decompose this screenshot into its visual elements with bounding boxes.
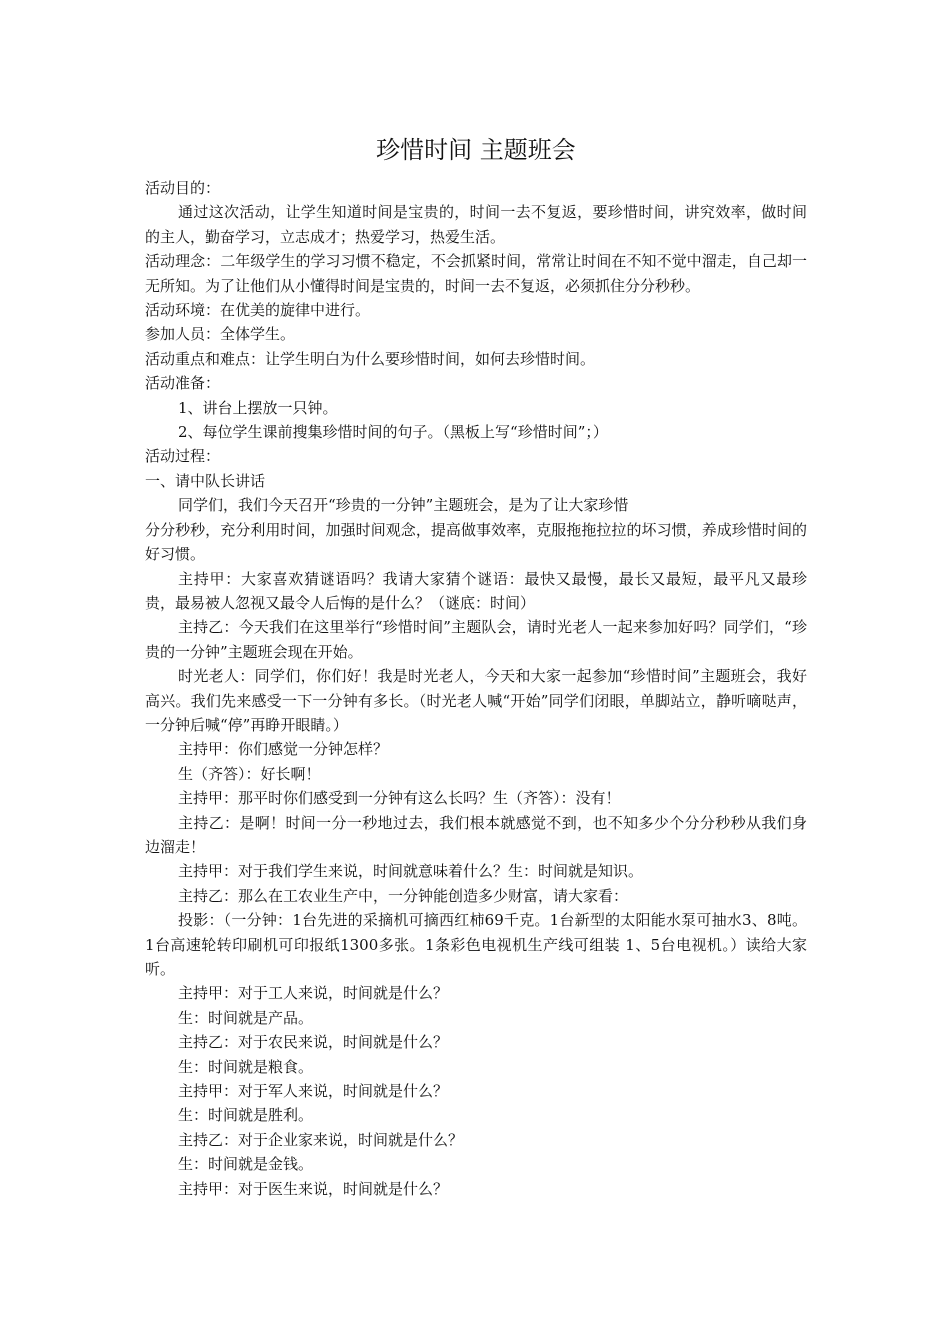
dialogue-line: 分分秒秒，充分利用时间，加强时间观念，提高做事效率，克服拖拖拉拉的坏习惯，养成珍惜时间的好习惯。: [145, 520, 807, 564]
dialogue-line: 主持乙：对于企业家来说，时间就是什么？: [178, 1130, 464, 1149]
concept-text: 活动理念：二年级学生的学习习惯不稳定，不会抓紧时间，常常让时间在不知不觉中溜走，自己却一无所知。为了让他们从小懂得时间是宝贵的，时间一去不复返，必须抓住分分秒秒。: [145, 252, 807, 295]
dialogue-line: 同学们，我们今天召开“珍贵的一分钟”主题班会，是为了让大家珍惜: [178, 496, 629, 515]
dialogue-line: 主持甲：对于军人来说，时间就是什么？: [178, 1082, 449, 1101]
dialogue-line: 主持甲：对于工人来说，时间就是什么？: [178, 984, 449, 1003]
dialogue-line: 生：时间就是金钱。: [178, 1155, 314, 1174]
document-title: 珍惜时间 主题班会: [376, 136, 576, 164]
dialogue-line: 时光老人：同学们，你们好！我是时光老人，今天和大家一起参加“珍惜时间”主题班会，我好高兴。我们先来感受一下一分钟有多长。（时光老人喊“开始”同学们闭眼，单脚站立，静听嘀哒声，一分钟后喊“停”再睁开眼睛。）: [145, 667, 807, 734]
dialogue-line: 主持甲：你们感觉一分钟怎样？: [178, 740, 389, 759]
dialogue-line: 生：时间就是粮食。: [178, 1057, 314, 1076]
dialogue-line: 主持乙：对于农民来说，时间就是什么？: [178, 1033, 449, 1052]
participants-text: 参加人员：全体学生。: [145, 325, 296, 344]
dialogue-line: 主持甲：大家喜欢猜谜语吗？我请大家猜个谜语：最快又最慢，最长又最短，最平凡又最珍贵，最易被人忽视又最令人后悔的是什么？（谜底：时间）: [145, 569, 807, 612]
preparation-item: 2、每位学生课前搜集珍惜时间的句子。（黑板上写“珍惜时间”；）: [178, 423, 608, 442]
dialogue-line: 生：时间就是产品。: [178, 1008, 314, 1027]
document-body: [145, 126, 807, 1201]
purpose-text: 通过这次活动，让学生知道时间是宝贵的，时间一去不复返，要珍惜时间，讲究效率，做时间的主人，勤奋学习，立志成才；热爱学习，热爱生活。: [145, 203, 807, 246]
dialogue-line: 生：时间就是胜利。: [178, 1106, 314, 1125]
dialogue-line: 主持乙：是啊！时间一分一秒地过去，我们根本就感觉不到，也不知多少个分分秒秒从我们身边溜走！: [145, 813, 807, 856]
environment-text: 活动环境：在优美的旋律中进行。: [145, 301, 371, 320]
preparation-label: 活动准备：: [145, 374, 221, 393]
dialogue-line: 生（齐答）：好长啊！: [178, 764, 321, 783]
dialogue-line: 主持乙：今天我们在这里举行“珍惜时间”主题队会，请时光老人一起来参加好吗？同学们，“珍贵的一分钟”主题班会现在开始。: [145, 618, 807, 661]
section-purpose-label: 活动目的：: [145, 179, 221, 197]
preparation-item: 1、讲台上摆放一只钟。: [178, 398, 338, 417]
dialogue-line: 主持甲：对于我们学生来说，时间就意味着什么？生：时间就是知识。: [178, 862, 644, 881]
dialogue-line: 主持乙：那么在工农业生产中，一分钟能创造多少财富，请大家看：: [178, 886, 629, 905]
dialogue-line: 主持甲：对于医生来说，时间就是什么？: [178, 1179, 449, 1198]
focus-text: 活动重点和难点：让学生明白为什么要珍惜时间，如何去珍惜时间。: [145, 349, 596, 368]
process-step-heading: 一、请中队长讲话: [145, 471, 266, 490]
process-label: 活动过程：: [145, 447, 221, 466]
dialogue-line: 主持甲：那平时你们感受到一分钟有这么长吗？生（齐答）：没有！: [178, 789, 621, 808]
dialogue-line: 投影：（一分钟：1台先进的采摘机可摘西红柿69千克。1台新型的太阳能水泵可抽水3、8吨。1台高速轮转印刷机可印报纸1300多张。1条彩色电视机生产线可组装 1、5台电视机。）读给大家听。: [145, 911, 807, 978]
